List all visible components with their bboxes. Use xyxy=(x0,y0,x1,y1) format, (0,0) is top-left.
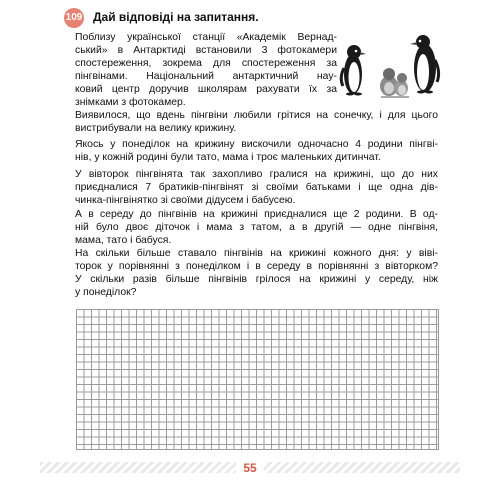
answer-grid[interactable] xyxy=(76,309,439,450)
task-number-badge: 109 xyxy=(64,8,84,28)
penguin-left-icon xyxy=(341,45,366,96)
text-line: У вівторок пінгвінята так захопливо гралися на крижині, що до них xyxy=(75,169,438,180)
paragraph-tuesday xyxy=(75,168,438,207)
text-line: На скільки більше ставало пінгвінів на крижині кожного дня: у віві - xyxy=(75,247,438,260)
paragraph-monday xyxy=(75,138,438,164)
text-line: Якось у понеділок на крижину вискочили одночасно 4 родини пінгві - xyxy=(75,138,438,151)
penguin-right-icon xyxy=(410,35,439,94)
text-line: А в середу до пінгвінів на крижині приєдналися ще 2 родини. В од - xyxy=(75,208,438,221)
text-line: ський» в Антарктиді встановили 3 фотокамери xyxy=(75,45,337,57)
text-line: ковий центр доручив школярам рахувати їх за xyxy=(75,84,337,96)
penguins-illustration xyxy=(337,30,443,100)
penguin-chicks-icon xyxy=(380,68,409,97)
paragraph-station xyxy=(75,31,337,110)
text-line: чинка-пінгвінятко зі своїми дідусем і бабусею. xyxy=(75,195,296,207)
text-line: У скільки разів більше пінгвінів грілося на крижині у середу, ніж xyxy=(75,274,438,286)
text-line: Виявилося, що вдень пінгвіни любили грітися на сонечку, і для цього xyxy=(75,110,438,121)
text-line: вистрибували на велику крижину. xyxy=(75,123,237,135)
paragraph-wednesday xyxy=(75,208,438,247)
page-number: 55 xyxy=(236,460,264,476)
text-line: торок у порівнянні з понеділком і в середу в порівнянні з вівторком? xyxy=(75,261,438,273)
text-line: пінгвінами. Національний антарктичний нау - xyxy=(75,70,337,83)
paragraph-questions xyxy=(75,247,438,299)
text-line: приєдналися 7 братиків-пінгвінят зі своїми батьками і ще одна дів - xyxy=(75,181,438,194)
text-line: мама, тато і бабуся. xyxy=(75,235,172,247)
paragraph-sunbathing xyxy=(75,109,438,135)
text-line: ній було двоє діточок і мама з татом, а в другій — одне пінгвіня, xyxy=(75,222,438,234)
text-line: нів, у кожній родині були тато, мама і троє маленьких дитинчат. xyxy=(75,152,381,164)
text-line: у понеділок? xyxy=(75,287,137,299)
text-line: спостереження, зокрема для спостереження за xyxy=(75,58,337,70)
text-line: знімками з фотокамер. xyxy=(75,97,186,109)
task-title: Дай відповіді на запитання. xyxy=(93,10,259,24)
text-line: Поблизу української станції «Академік Вернад - xyxy=(75,31,337,44)
